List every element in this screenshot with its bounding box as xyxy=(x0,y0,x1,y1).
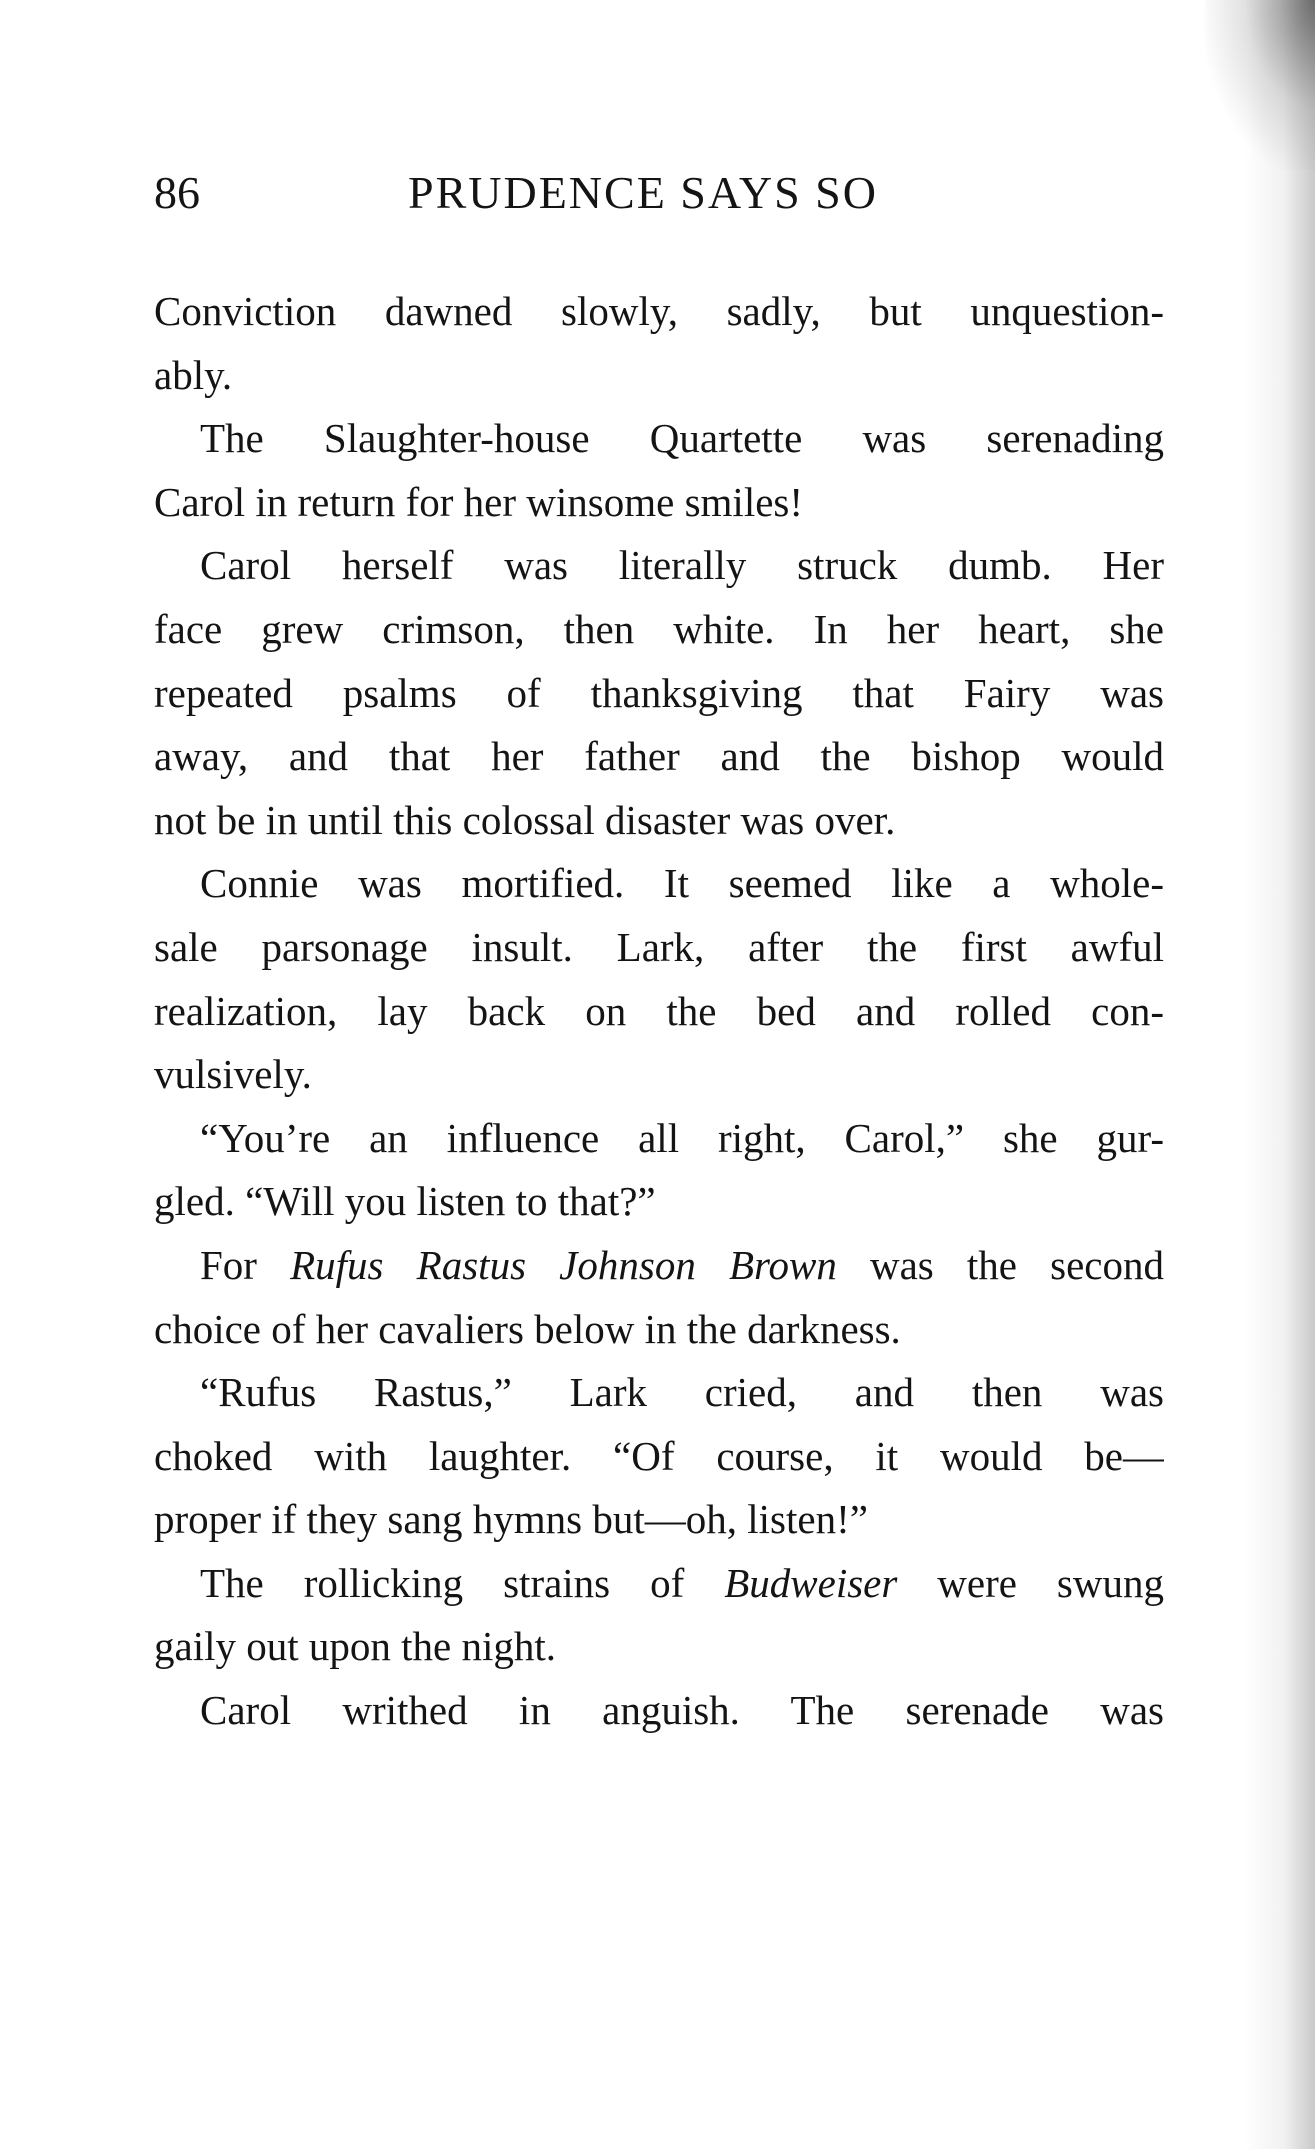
text-line: proper if they sang hymns but—oh, listen!” xyxy=(154,1496,868,1543)
text-line: Carol herself was literally struck dumb. Her xyxy=(200,542,1164,589)
page-number: 86 xyxy=(154,167,200,218)
text-line: not be in until this colossal disaster was over. xyxy=(154,796,896,843)
text-line: The Slaughter-house Quartette was serenading xyxy=(200,415,1164,462)
line-text: were swung xyxy=(897,1559,1164,1606)
running-header xyxy=(154,166,1164,226)
italic-song-title: Budweiser xyxy=(724,1559,898,1606)
text-line: “You’re an influence all right, Carol,” she gur- xyxy=(200,1114,1164,1161)
line-text: was the second xyxy=(836,1241,1164,1288)
text-line: gled. “Will you listen to that?” xyxy=(154,1178,656,1225)
text-line: sale parsonage insult. Lark, after the first awful xyxy=(154,923,1164,970)
text-line: “Rufus Rastus,” Lark cried, and then was xyxy=(200,1369,1164,1416)
italic-song-title: Rufus Rastus Johnson Brown xyxy=(290,1241,837,1288)
scan-shadow-corner xyxy=(1205,0,1315,170)
text-line: realization, lay back on the bed and rolled con- xyxy=(154,987,1164,1034)
text-line: gaily out upon the night. xyxy=(154,1623,556,1670)
scan-shadow-edge xyxy=(1245,0,1315,2149)
text-line: Carol in return for her winsome smiles! xyxy=(154,478,804,525)
line-text: For xyxy=(200,1241,291,1288)
text-line: choked with laughter. “Of course, it would be— xyxy=(154,1432,1164,1479)
text-line: Connie was mortified. It seemed like a whole- xyxy=(200,860,1164,907)
text-line: vulsively. xyxy=(154,1051,312,1098)
text-line-with-italic-title xyxy=(154,1234,1164,1298)
body-text xyxy=(154,280,1164,1743)
text-line: repeated psalms of thanksgiving that Fairy was xyxy=(154,669,1164,716)
line-text: The rollicking strains of xyxy=(200,1559,725,1606)
text-line: choice of her cavaliers below in the darkness. xyxy=(154,1305,901,1352)
text-line: Conviction dawned slowly, sadly, but unquestion- xyxy=(154,288,1164,334)
text-line-with-italic-title xyxy=(154,1552,1164,1616)
text-line: Carol writhed in anguish. The serenade was xyxy=(200,1687,1164,1734)
running-title: PRUDENCE SAYS SO xyxy=(408,167,878,218)
text-line: face grew crimson, then white. In her heart, she xyxy=(154,605,1164,652)
text-line: away, and that her father and the bishop would xyxy=(154,733,1164,780)
text-line: ably. xyxy=(154,351,233,398)
